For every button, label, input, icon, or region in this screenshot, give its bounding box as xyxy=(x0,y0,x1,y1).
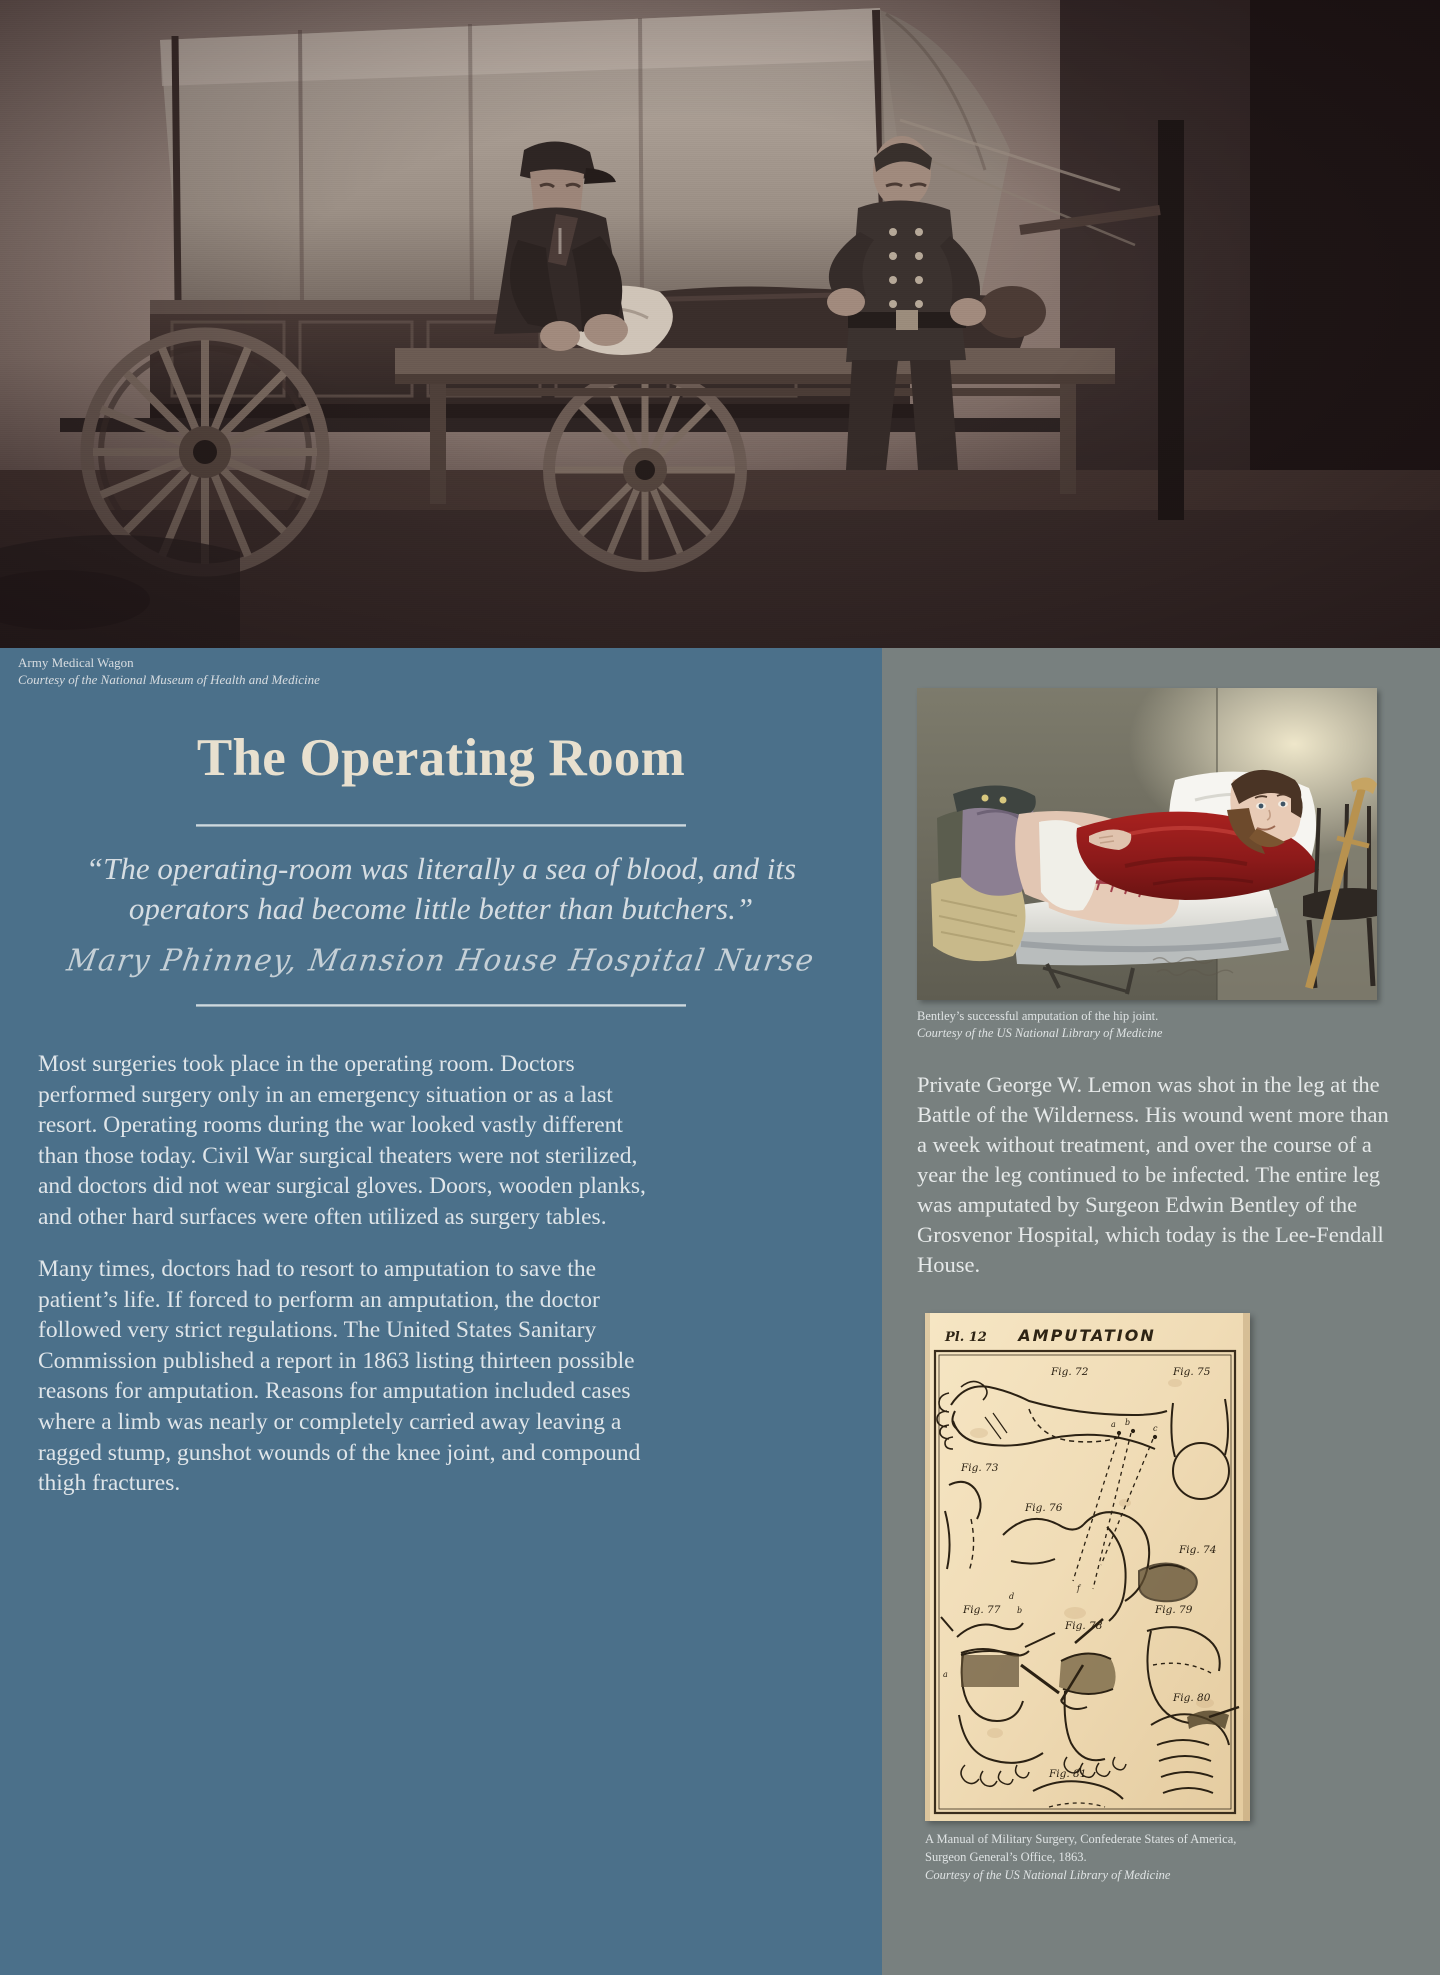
bentley-lithograph-art xyxy=(917,688,1377,1000)
svg-text:Fig. 81: Fig. 81 xyxy=(1049,1768,1087,1780)
hero-caption xyxy=(18,654,538,688)
svg-text:Fig. 78: Fig. 78 xyxy=(1065,1620,1103,1632)
svg-text:Fig. 80: Fig. 80 xyxy=(1173,1692,1211,1704)
svg-text:Fig. 73: Fig. 73 xyxy=(961,1462,999,1474)
amputation-plate xyxy=(925,1313,1250,1821)
hero-caption-title: Army Medical Wagon xyxy=(18,655,134,670)
left-paragraph-1: Most surgeries took place in the operating room. Doctors performed surgery only in an emergency situation or as a last resort. Operating rooms during the war looked vastly different than those today. Civil War surgical theaters were not sterilized, and doctors did not wear surgical gloves. Doors, wooden planks, and other hard surfaces were often utilized as surgery tables. xyxy=(38,1051,646,1230)
svg-text:Fig. 72: Fig. 72 xyxy=(1051,1366,1089,1378)
lithograph-caption-credit: Courtesy of the US National Library of Medicine xyxy=(917,1025,1163,1040)
hero-caption-credit: Courtesy of the National Museum of Health and Medicine xyxy=(18,672,320,688)
amputation-plate-art xyxy=(925,1313,1250,1821)
plate-number-label: Pl. 12 xyxy=(945,1330,987,1345)
hero-photograph-art xyxy=(0,0,1440,648)
right-body-text: Private George W. Lemon was shot in the leg at the Battle of the Wilderness. His wound went more than a week without treatment, and over the course of a year the leg continued to be infected. The entire leg was amputated by Surgeon Edwin Bentley of the Grosvenor Hospital, which today is the Lee-Fendall House. xyxy=(917,1072,1389,1277)
svg-text:d: d xyxy=(1009,1592,1015,1601)
plate-caption-line-2: Surgeon General’s Office, 1863. xyxy=(925,1849,1087,1864)
quote-divider-rule xyxy=(196,1004,686,1007)
svg-text:a: a xyxy=(943,1670,948,1679)
svg-text:Fig. 74: Fig. 74 xyxy=(1179,1544,1217,1556)
svg-text:Fig. 79: Fig. 79 xyxy=(1155,1604,1193,1616)
plate-caption-credit: Courtesy of the US National Library of Medicine xyxy=(925,1867,1171,1882)
svg-text:a: a xyxy=(1111,1420,1116,1429)
plate-heading-label: AMPUTATION xyxy=(1018,1326,1156,1345)
pull-quote: “The operating-room was literally a sea of blood, and its operators had become little better than butchers.” xyxy=(85,851,797,927)
svg-text:b: b xyxy=(1017,1606,1023,1615)
svg-text:Fig. 75: Fig. 75 xyxy=(1173,1366,1211,1378)
hero-photograph xyxy=(0,0,1440,648)
lithograph-caption-title: Bentley’s successful amputation of the hip joint. xyxy=(917,1009,1159,1023)
left-paragraph-2: Many times, doctors had to resort to amputation to save the patient’s life. If forced to perform an amputation, the doctor followed very strict regulations. The United States Sanitary Commission published a report in 1863 listing thirteen possible reasons for amputation. Reasons for amputation included cases where a limb was nearly or completely carried away leaving a ragged stump, gunshot wounds of the knee joint, and compound thigh fractures. xyxy=(38,1256,641,1497)
title-divider-rule xyxy=(196,824,686,827)
svg-text:b: b xyxy=(1125,1418,1131,1427)
svg-text:Fig. 77: Fig. 77 xyxy=(963,1604,1001,1616)
lithograph-caption xyxy=(917,1008,1387,1042)
svg-text:c: c xyxy=(1153,1424,1158,1433)
page-title: The Operating Room xyxy=(196,729,686,787)
plate-caption-line-1: A Manual of Military Surgery, Confederate States of America, xyxy=(925,1832,1237,1846)
svg-text:f: f xyxy=(1077,1584,1080,1593)
plate-caption xyxy=(925,1831,1395,1884)
svg-text:Fig. 76: Fig. 76 xyxy=(1025,1502,1063,1514)
left-body-text xyxy=(38,1049,658,1499)
pull-quote-attribution: Mary Phinney, Mansion House Hospital Nurse xyxy=(64,942,818,978)
bentley-lithograph xyxy=(917,688,1377,1000)
